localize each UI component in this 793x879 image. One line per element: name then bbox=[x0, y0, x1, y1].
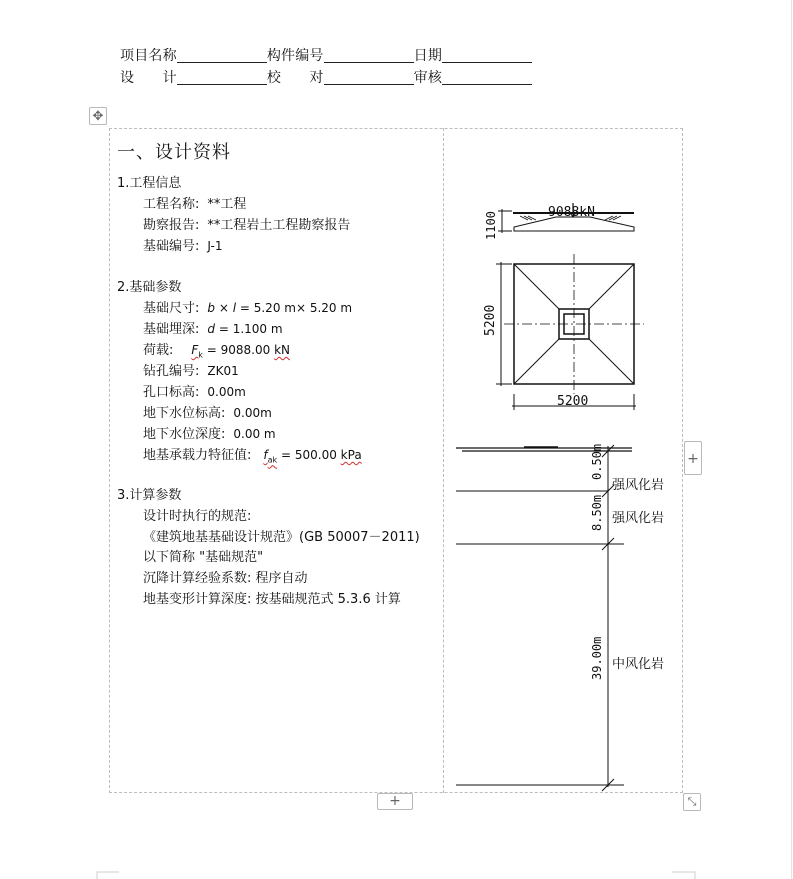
layer-thickness: 39.00m bbox=[590, 636, 604, 680]
calc-param-line: 沉降计算经验系数: 程序自动 bbox=[143, 571, 308, 586]
borehole-row: 钻孔编号: ZK01 bbox=[143, 364, 239, 379]
height-dimension: 1100 bbox=[484, 211, 498, 240]
foundation-id-row: 基础编号: J-1 bbox=[143, 239, 223, 254]
table-move-icon[interactable]: ✥ bbox=[89, 107, 107, 125]
layer-thickness: 8.50m bbox=[590, 494, 604, 531]
survey-report-row: 勘察报告: **工程岩土工程勘察报告 bbox=[143, 218, 351, 233]
design-label: 设 计 bbox=[120, 70, 177, 86]
calc-param-line: 设计时执行的规范: bbox=[143, 509, 252, 524]
layer-name: 强风化岩 bbox=[612, 478, 665, 493]
add-column-button[interactable]: + bbox=[684, 441, 702, 475]
plan-view bbox=[496, 254, 644, 410]
layer-name: 中风化岩 bbox=[612, 657, 665, 672]
project-info-heading: 1.工程信息 bbox=[117, 176, 182, 191]
foundation-depth-row: 基础埋深: d = 1.100 m bbox=[143, 322, 283, 337]
plan-side-dimension: 5200 bbox=[483, 304, 498, 336]
groundwater-elevation-row: 地下水位标高: 0.00m bbox=[143, 406, 272, 421]
calc-param-line: 地基变形计算深度: 按基础规范式 5.3.6 计算 bbox=[143, 592, 401, 607]
table-resize-icon[interactable]: ⤡ bbox=[683, 793, 701, 811]
foundation-params-heading: 2.基础参数 bbox=[117, 280, 182, 295]
project-name-row: 工程名称: **工程 bbox=[143, 197, 247, 212]
check-label: 校 对 bbox=[266, 70, 324, 86]
soil-profile bbox=[456, 445, 632, 791]
add-row-button[interactable]: + bbox=[377, 793, 413, 810]
member-no-label: 构件编号 bbox=[266, 48, 324, 64]
review-label: 审核 bbox=[413, 70, 443, 86]
calc-param-line: 《建筑地基基础设计规范》(GB 50007－2011) bbox=[143, 530, 420, 545]
layer-thickness: 0.50m bbox=[590, 443, 604, 480]
date-label: 日期 bbox=[413, 48, 443, 64]
calc-params-heading: 3.计算参数 bbox=[117, 488, 182, 503]
calc-param-line: 以下简称 "基础规范" bbox=[143, 550, 264, 565]
layer-name: 强风化岩 bbox=[612, 511, 665, 526]
groundwater-depth-row: 地下水位深度: 0.00 m bbox=[143, 427, 276, 442]
plan-bottom-dimension: 5200 bbox=[557, 394, 589, 409]
project-name-label: 项目名称 bbox=[120, 48, 177, 64]
foundation-size-row: 基础尺寸: b × l = 5.20 m× 5.20 m bbox=[143, 301, 353, 316]
bearing-capacity-row: 地基承载力特征值: $f_{ak} = 500.00$ kPa bbox=[143, 448, 362, 465]
hole-elevation-row: 孔口标高: 0.00m bbox=[143, 385, 246, 400]
load-row: 荷载: $F_k = 9088.00$ kN bbox=[143, 343, 290, 360]
load-text: 9088kN bbox=[548, 205, 595, 220]
section-title: 一、设计资料 bbox=[117, 142, 231, 163]
